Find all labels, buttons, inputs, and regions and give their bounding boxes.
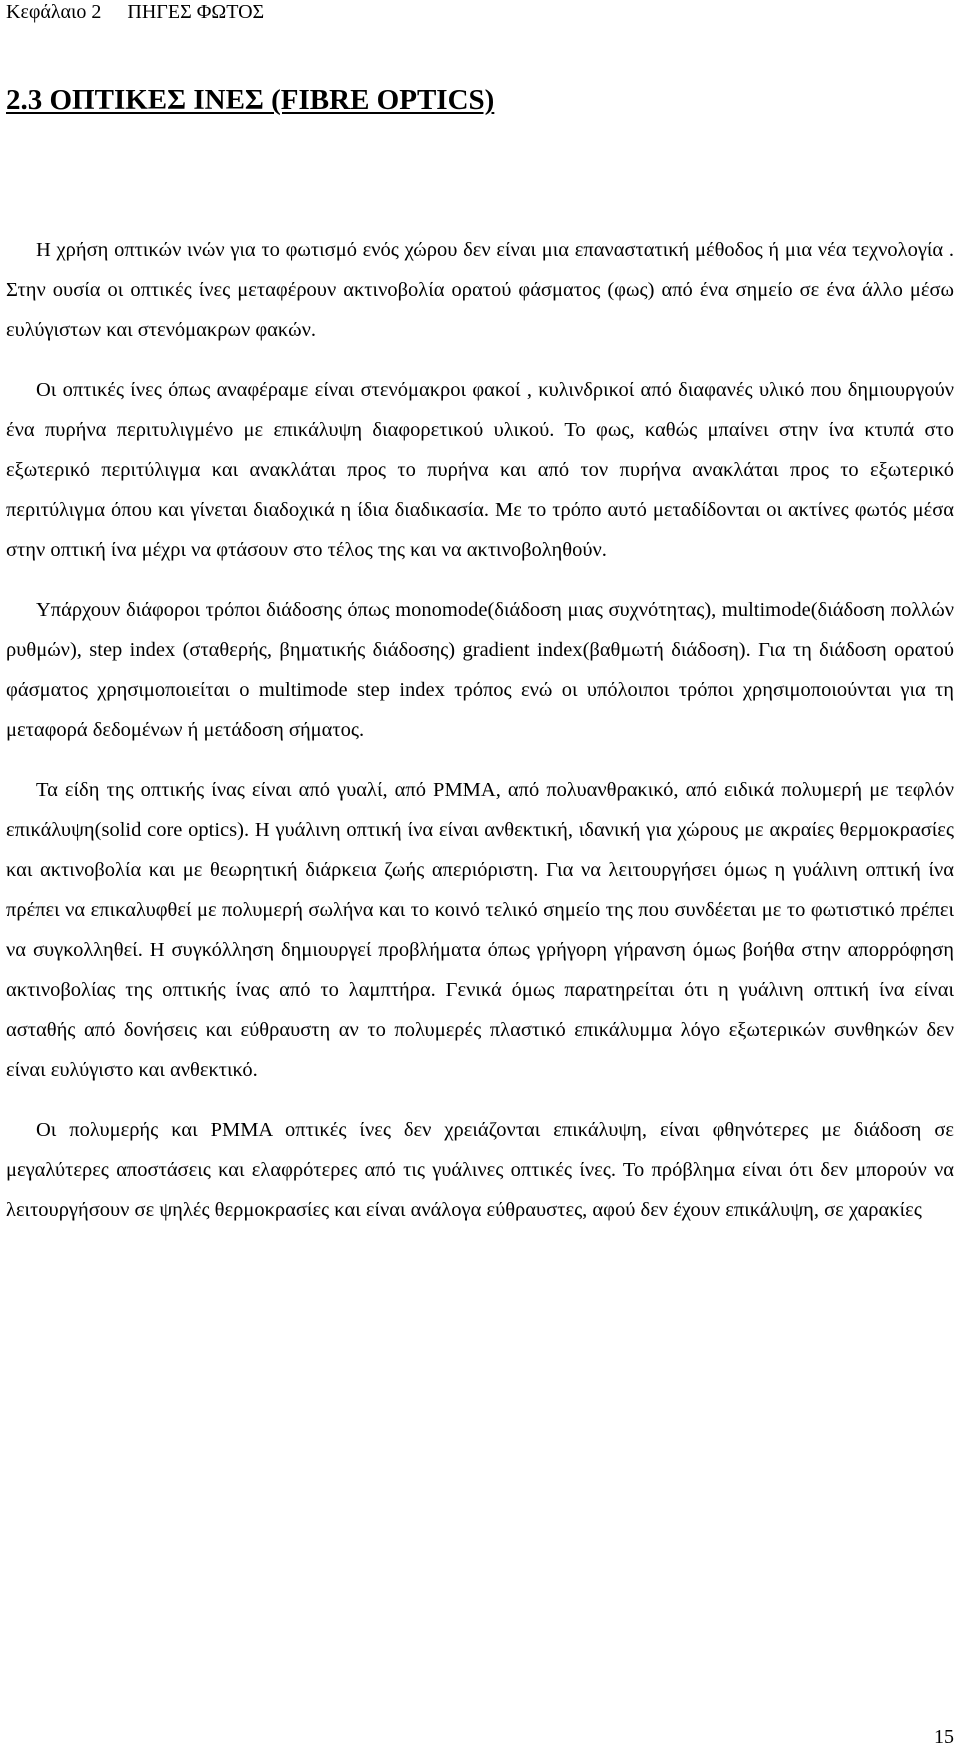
document-body (6, 230, 954, 1250)
chapter-label: Κεφάλαιο 2 (6, 1, 102, 23)
section-title: 2.3 ΟΠΤΙΚΕΣ ΙΝΕΣ (FIBRE OPTICS) (6, 84, 495, 116)
paragraph-intro: Η χρήση οπτικών ινών για το φωτισμό ενός χώρου δεν είναι μια επαναστατική μέθοδος ή μια νέα τεχνολογία . Στην ουσία οι οπτικές ίνες μεταφέρουν ακτινοβολία ορατού φάσματος (φως) από ένα σημείο σε ένα άλλο μέσω ευλύγιστων και στενόμακρων φακών. (6, 239, 954, 341)
paragraph-polymer-fibers: Οι πολυμερής και PMMA οπτικές ίνες δεν χρειάζονται επικάλυψη, είναι φθηνότερες με διάδοση σε μεγαλύτερες αποστάσεις και ελαφρότερες από τις γυάλινες οπτικές ίνες. Το πρόβλημα είναι ότι δεν μπορούν να λειτουργήσουν σε ψηλές θερμοκρασίες και είναι ανάλογα εύθραυστες, αφού δεν έχουν επικάλυψη, σε χαρακίες (6, 1119, 954, 1221)
page-number: 15 (934, 1726, 954, 1748)
section-label: ΠΗΓΕΣ ΦΩΤΟΣ (127, 1, 265, 23)
paragraph-propagation-modes: Υπάρχουν διάφοροι τρόποι διάδοσης όπως monomode(διάδοση μιας συχνότητας), multimode(διάδοση πολλών ρυθμών), step index (σταθερής, βηματικής διάδοσης) gradient index(βαθμωτή διάδοση). Για τη διάδοση ορατού φάσματος χρησιμοποιείται ο multimode step index τρόπος ενώ οι υπόλοιποι τρόποι χρησιμοποιούνται για τη μεταφορά δεδομένων ή μετάδοση σήματος. (6, 599, 954, 741)
paragraph-fiber-types: Τα είδη της οπτικής ίνας είναι από γυαλί, από PMMA, από πολυανθρακικό, από ειδικά πολυμερή με τεφλόν επικάλυψη(solid core optics). Η γυάλινη οπτική ίνα είναι ανθεκτική, ιδανική για χώρους με ακραίες θερμοκρασίες και ακτινοβολία και με θεωρητική διάρκεια ζωής απεριόριστη. Για να λειτουργήσει όμως η γυάλινη οπτική ίνα πρέπει να επικαλυφθεί με πολυμερή σωλήνα και το κοινό τελικό σημείο της που συνδέεται με το φωτιστικό πρέπει να συγκολληθεί. Η συγκόλληση δημιουργεί προβλήματα όπως γρήγορη γήρανση όμως βοήθα στην απορρόφηση ακτινοβολίας της οπτικής ίνας από το λαμπτήρα. Γενικά όμως παρατηρείται ότι η γυάλινη οπτική ίνα είναι ασταθής από δονήσεις και εύθραυστη αν το πολυμερές πλαστικό επικάλυμμα λόγο εξωτερικών συνθηκών δεν είναι ευλύγιστο και ανθεκτικό. (6, 779, 954, 1081)
page-header (6, 0, 264, 24)
paragraph-fiber-structure: Οι οπτικές ίνες όπως αναφέραμε είναι στενόμακροι φακοί , κυλινδρικοί από διαφανές υλικό που δημιουργούν ένα πυρήνα περιτυλιγμένο με επικάλυψη διαφορετικού υλικού. Το φως, καθώς μπαίνει στην ίνα κτυπά στο εξωτερικό περιτύλιγμα και ανακλάται προς το πυρήνα και από τον πυρήνα ανακλάται προς το εξωτερικό περιτύλιγμα όπου και γίνεται διαδοχικά η ίδια διαδικασία. Με το τρόπο αυτό μεταδίδονται οι ακτίνες φωτός μέσα στην οπτική ίνα μέχρι να φτάσουν στο τέλος της και να ακτινοβοληθούν. (6, 379, 954, 561)
